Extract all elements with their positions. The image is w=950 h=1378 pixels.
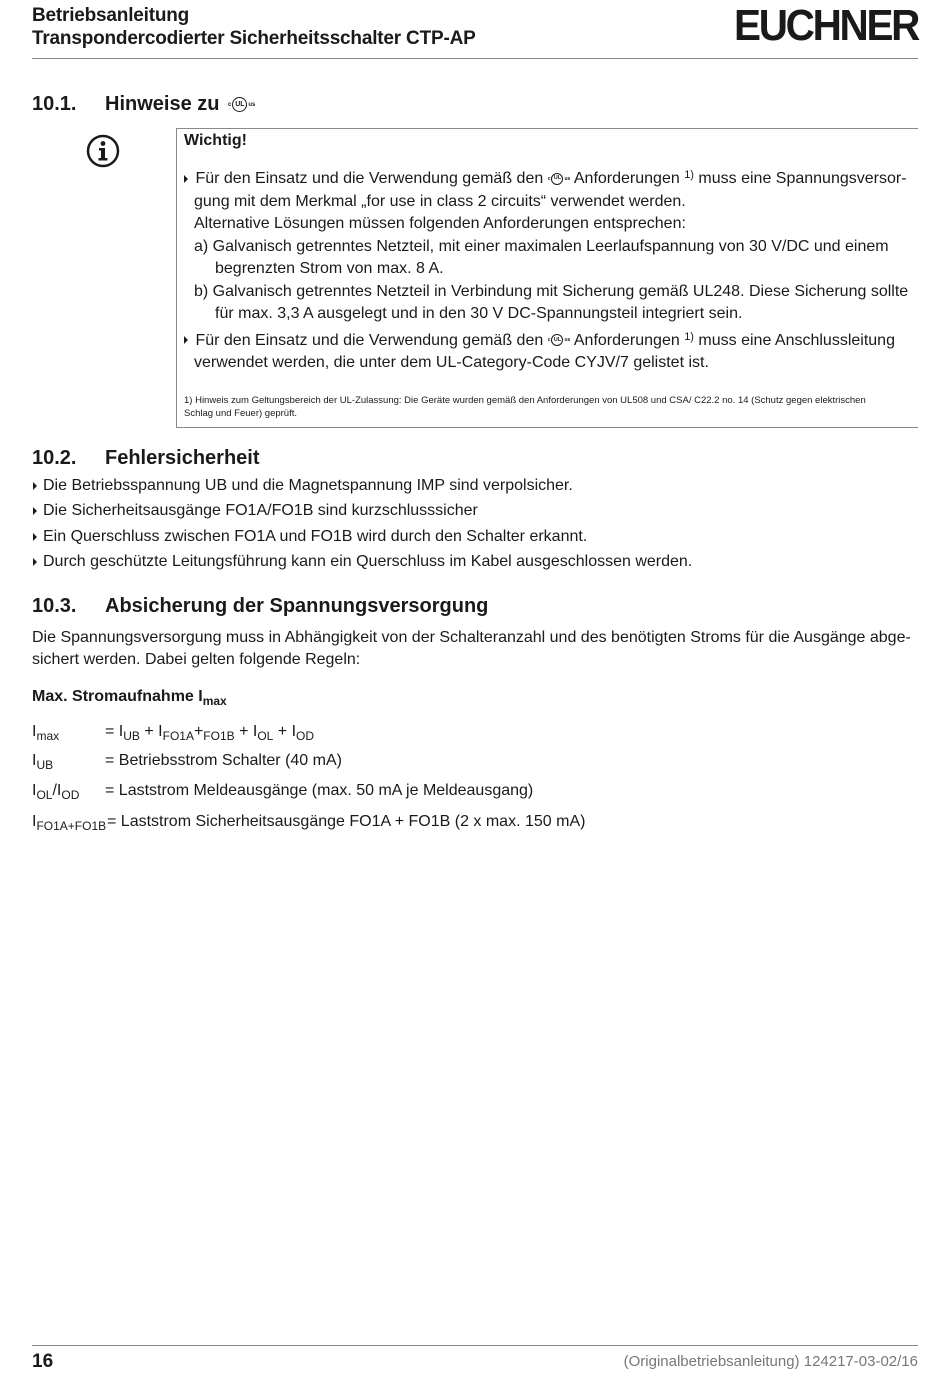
footer-divider: [32, 1345, 918, 1346]
option-b-line-2: für max. 3,3 A ausgelegt und in den 30 V DC-Spannungsteil integriert sein.: [215, 305, 743, 322]
formula-row-2-label: $I_{UB}$: [32, 752, 54, 772]
formula-row-2-value: = Betriebsstrom Schalter (40 mA): [105, 752, 342, 769]
hint-bullet-2: Für den Einsatz und die Verwendung gemäß den c UL us Anforderungen $^{1)}$ muss eine Anschlussleitung: [184, 326, 924, 353]
formula-row-3-label: $I_{OL}/I_{OD}$: [32, 782, 80, 802]
header-divider: [32, 58, 918, 59]
hint-box-content: Für den Einsatz und die Verwendung gemäß den c UL us Anforderungen $^{1)}$ muss eine Spannungsversor- gung mit dem Merkmal „for use in class 2 circuits“ verwendet werden. Alternative Lösungen müssen folgenden Anforderungen entsprechen: a) Galvanisch getrenntes Netzteil, mit einer maximalen Leerlaufspannung von 30 V/DC und einem begrenzten Strom von max. 8 A. b) Galvanisch getrenntes Netzteil in Verbindung mit Sicherung gemäß UL248. Diese Sicherung sollte für max. 3,3 A ausgelegt und in den 30 V DC-Spannungsteil integriert sein. Für den Einsatz und die Verwendung gemäß den c UL us Anforderungen $^{1)}$ muss eine Anschlussleitung verwendet werden, die unter dem UL-Category-Code CYJV/7 gelistet ist.: [184, 164, 924, 375]
bullet-arrow-icon: [33, 482, 37, 490]
document-reference: (Originalbetriebsanleitung) 124217-03-02/16: [623, 1353, 918, 1370]
section-number: 10.1.: [32, 93, 77, 115]
document-header: [32, 4, 476, 50]
footnote: 1) Hinweis zum Geltungsbereich der UL-Zulassung: Die Geräte wurden gemäß den Anforderungen von UL508 und CSA/ C22.2 no. 14 (Schutz gegen elektrischen Schlag und Feuer) geprüft.: [184, 395, 866, 419]
option-a-line-2: begrenzten Strom von max. 8 A.: [215, 260, 444, 277]
alternative-intro: Alternative Lösungen müssen folgenden Anforderungen entsprechen:: [194, 215, 686, 232]
option-b-line-1: b) Galvanisch getrenntes Netzteil in Verbindung mit Sicherung gemäß UL248. Diese Sicherung sollte: [194, 282, 909, 300]
hint-bullet-1: Für den Einsatz und die Verwendung gemäß den c UL us Anforderungen $^{1)}$ muss eine Spannungsversor-: [184, 164, 924, 191]
formula-row-1-value: = $I_{UB} + I_{FO1A}+_{FO1B} + I_{OL} + I_{OD}$: [105, 723, 315, 743]
hint-box-divider: [176, 128, 177, 428]
info-icon: [86, 134, 120, 168]
section-10-3-intro: Die Spannungsversorgung muss in Abhängigkeit von der Schalteranzahl und des benötigten Stroms für die Ausgänge abge- sichert werden. Dabei gelten folgende Regeln:: [32, 629, 911, 668]
cul-us-mark-icon: c UL us: [548, 329, 571, 352]
option-a-line-1: a) Galvanisch getrenntes Netzteil, mit einer maximalen Leerlaufspannung von 30 V/DC und einem: [194, 237, 889, 255]
section-10-3-heading: 10.3. Absicherung der Spannungsversorgung: [32, 595, 489, 617]
cul-us-mark-icon: c UL us: [228, 93, 255, 117]
bullet-arrow-icon: [33, 558, 37, 566]
bullet-arrow-icon: [184, 336, 188, 344]
formula-row-4-label: $I_{FO1A+FO1B}$: [32, 813, 107, 833]
formula-row-3-value: = Laststrom Meldeausgänge (max. 50 mA je Meldeausgang): [105, 782, 534, 799]
euchner-logo: EUCHNER: [733, 1, 918, 50]
header-line-2: Transpondercodierter Sicherheitsschalter CTP-AP: [32, 28, 476, 49]
list-item: Die Sicherheitsausgänge FO1A/FO1B sind kurzschlusssicher: [32, 501, 478, 521]
max-current-subheading: Max. Stromaufnahme $I_{max}$: [32, 688, 227, 708]
section-10-2-heading: 10.2. Fehlersicherheit: [32, 447, 260, 469]
hint-box-bottom-rule: [176, 427, 918, 428]
bullet-arrow-icon: [33, 507, 37, 515]
list-item: Die Betriebsspannung UB und die Magnetspannung IMP sind verpolsicher.: [32, 476, 573, 496]
bullet-arrow-icon: [184, 175, 188, 183]
hint-box-top-rule: [176, 128, 918, 129]
section-10-1-heading: [32, 92, 255, 117]
important-heading: Wichtig!: [184, 132, 247, 149]
cul-us-mark-icon: c UL us: [548, 168, 571, 191]
section-title: Hinweise zu: [105, 93, 220, 115]
bullet-arrow-icon: [33, 533, 37, 541]
list-item: Ein Querschluss zwischen FO1A und FO1B wird durch den Schalter erkannt.: [32, 527, 587, 547]
formula-row-1-label: $I_{max}$: [32, 723, 60, 743]
formula-row-4-value: = Laststrom Sicherheitsausgänge FO1A + FO1B (2 x max. 150 mA): [107, 813, 586, 830]
list-item: Durch geschützte Leitungsführung kann ein Querschluss im Kabel ausgeschlossen werden.: [32, 552, 692, 572]
header-line-1: Betriebsanleitung: [32, 5, 190, 26]
page-number: 16: [32, 1351, 54, 1372]
